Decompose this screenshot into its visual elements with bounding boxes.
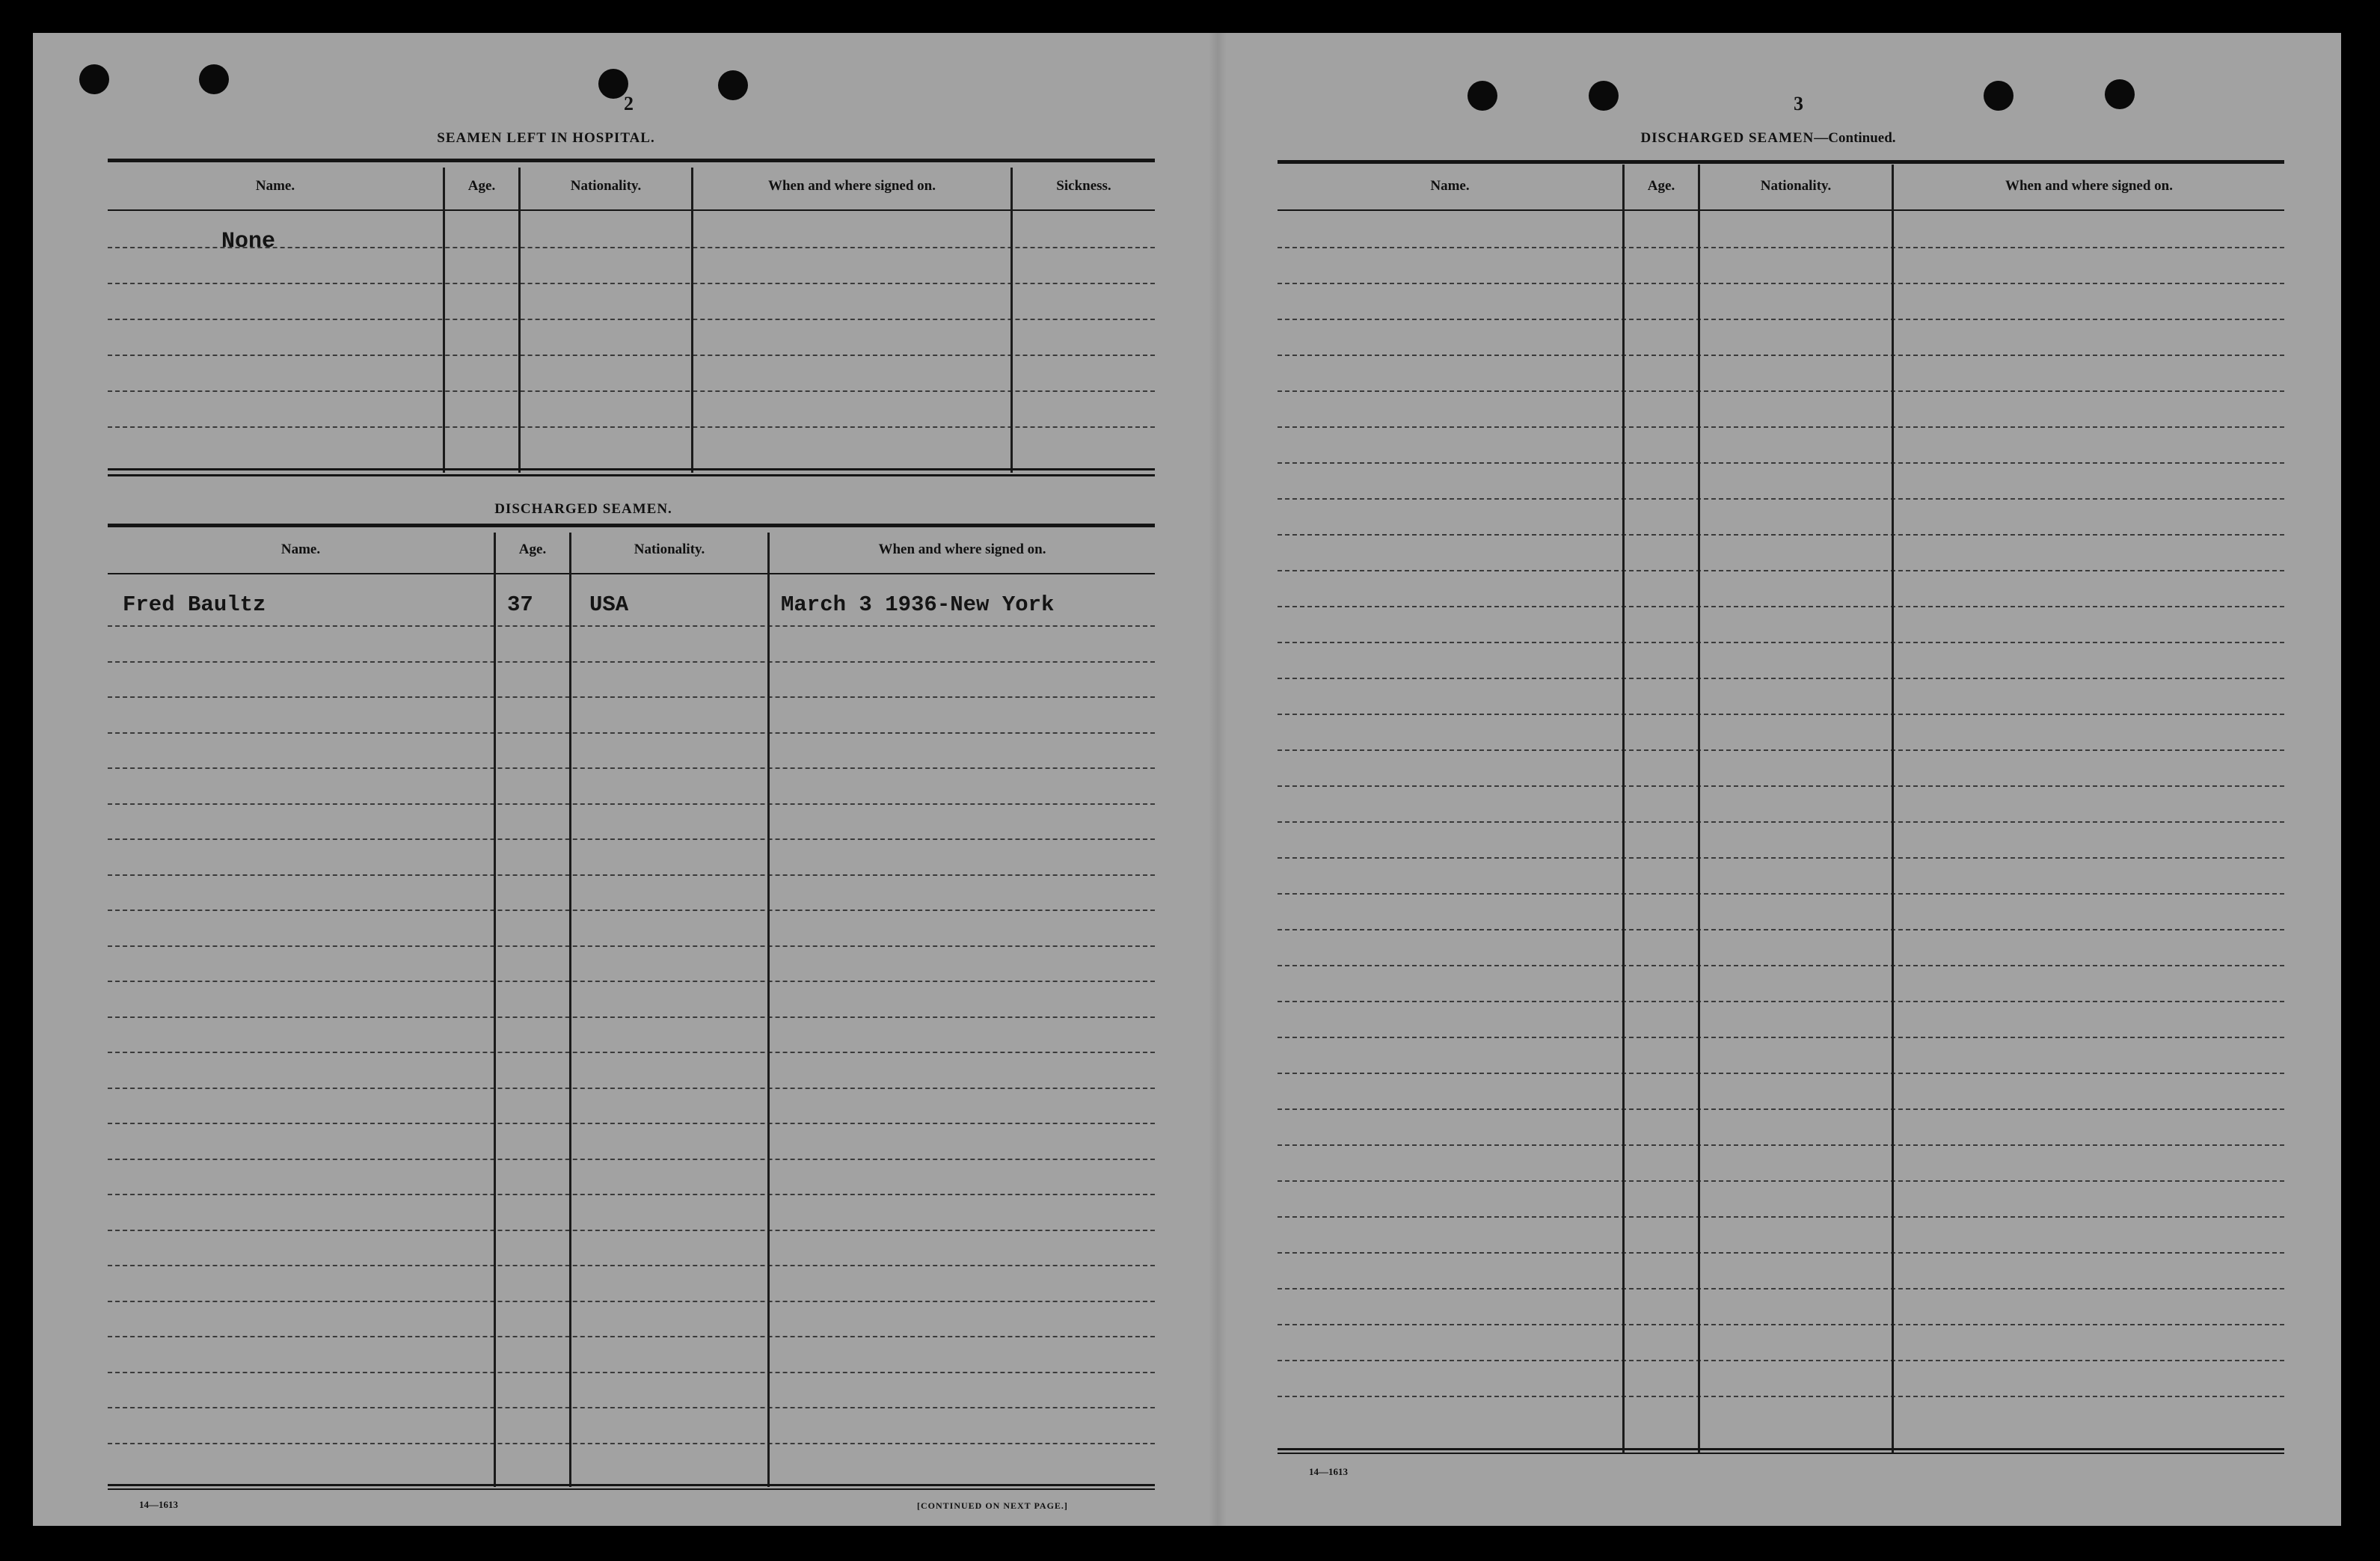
right-row-line (1278, 355, 2284, 356)
right-row-line (1278, 678, 2284, 679)
discharged-row-line (108, 838, 1155, 840)
hospital-row-line (108, 426, 1155, 428)
hospital-row-line (108, 283, 1155, 284)
discharged-row-line (108, 874, 1155, 876)
right-row-line (1278, 534, 2284, 536)
hospital-col-divider (443, 168, 445, 473)
discharged-row-line (108, 1336, 1155, 1337)
hospital-top-rule (108, 159, 1155, 162)
right-col-nationality: Nationality. (1760, 178, 1832, 194)
punch-hole (1984, 81, 2014, 111)
right-row-line (1278, 642, 2284, 643)
hospital-col-divider (518, 168, 521, 473)
hospital-bottom-rule-2 (108, 474, 1155, 476)
right-col-signed-on: When and where signed on. (2005, 178, 2173, 194)
punch-hole (2105, 79, 2135, 109)
page-number-right: 3 (1794, 93, 1803, 114)
discharged-row-line (108, 1230, 1155, 1231)
right-header-rule (1278, 209, 2284, 211)
document-sheet (33, 33, 2341, 1526)
hospital-entry-none: None (221, 229, 276, 254)
discharged-top-rule (108, 524, 1155, 527)
right-row-line (1278, 319, 2284, 320)
right-row-line (1278, 1144, 2284, 1146)
discharged-col-nationality: Nationality. (634, 542, 705, 557)
discharged-row-line (108, 1088, 1155, 1089)
discharged-row-line (108, 910, 1155, 911)
discharged-col-divider (767, 533, 770, 1487)
right-row-line (1278, 606, 2284, 607)
right-bottom-rule-2 (1278, 1453, 2284, 1454)
discharged-row-line (108, 945, 1155, 947)
right-row-line (1278, 498, 2284, 500)
right-row-line (1278, 1396, 2284, 1397)
right-row-line (1278, 929, 2284, 930)
right-row-line (1278, 1360, 2284, 1361)
discharged-col-divider (494, 533, 496, 1487)
right-row-line (1278, 1252, 2284, 1254)
discharged-row-line (108, 1159, 1155, 1160)
discharged-section-title: DISCHARGED SEAMEN. (494, 501, 672, 517)
discharged-row-line (108, 1194, 1155, 1195)
discharged-bottom-rule (108, 1484, 1155, 1486)
right-row-line (1278, 462, 2284, 464)
discharged-col-divider (569, 533, 571, 1487)
discharged-row-line (108, 1052, 1155, 1053)
discharged-row-line (108, 1407, 1155, 1408)
right-row-line (1278, 1108, 2284, 1110)
discharged-row-line (108, 1123, 1155, 1124)
right-top-rule (1278, 160, 2284, 164)
right-row-line (1278, 1288, 2284, 1289)
hospital-col-divider (691, 168, 693, 473)
discharged-row-line (108, 981, 1155, 982)
right-section-title (1581, 130, 1955, 147)
right-col-divider (1892, 165, 1894, 1453)
discharged-row-line (108, 661, 1155, 663)
right-col-divider (1698, 165, 1700, 1453)
hospital-col-signed-on: When and where signed on. (767, 178, 936, 194)
right-row-line (1278, 749, 2284, 751)
hospital-bottom-rule (108, 468, 1155, 470)
punch-hole (199, 64, 229, 94)
right-title-continued: —Continued. (1814, 130, 1896, 146)
hospital-header-rule (108, 209, 1155, 211)
right-row-line (1278, 821, 2284, 823)
discharged-row-nationality: USA (589, 592, 629, 617)
discharged-col-age: Age. (518, 542, 547, 557)
right-row-line (1278, 1180, 2284, 1182)
hospital-section-title: SEAMEN LEFT IN HOSPITAL. (437, 130, 655, 146)
right-row-line (1278, 570, 2284, 571)
hospital-row-line (108, 319, 1155, 320)
right-row-line (1278, 390, 2284, 392)
discharged-row-line (108, 1301, 1155, 1302)
hospital-col-name: Name. (255, 178, 295, 194)
discharged-row-age: 37 (507, 592, 533, 617)
discharged-row-line (108, 1016, 1155, 1018)
punch-hole (79, 64, 109, 94)
right-row-line (1278, 283, 2284, 284)
discharged-col-signed-on: When and where signed on. (878, 542, 1046, 557)
continued-note: [CONTINUED ON NEXT PAGE.] (917, 1500, 1068, 1511)
discharged-row-line (108, 1372, 1155, 1373)
discharged-header-rule (108, 573, 1155, 574)
punch-hole (1467, 81, 1497, 111)
right-col-name: Name. (1430, 178, 1470, 194)
hospital-col-divider (1010, 168, 1013, 473)
discharged-row-name: Fred Baultz (123, 592, 266, 617)
hospital-row-line (108, 390, 1155, 392)
punch-hole (718, 70, 748, 100)
discharged-row-signed-on: March 3 1936-New York (781, 592, 1055, 617)
page-number-left: 2 (624, 93, 634, 114)
hospital-col-age: Age. (467, 178, 496, 194)
discharged-row-line (108, 767, 1155, 769)
discharged-bottom-rule-2 (108, 1488, 1155, 1490)
right-row-line (1278, 426, 2284, 428)
right-row-line (1278, 1001, 2284, 1002)
discharged-row-line (108, 732, 1155, 734)
form-number-right: 14—1613 (1309, 1466, 1348, 1477)
discharged-row-line (108, 803, 1155, 805)
hospital-col-sickness: Sickness. (1056, 178, 1111, 194)
page-fold (1209, 33, 1227, 1526)
discharged-row-line (108, 1443, 1155, 1444)
right-col-divider (1622, 165, 1625, 1453)
right-row-line (1278, 1073, 2284, 1074)
form-number-left: 14—1613 (139, 1499, 178, 1510)
right-row-line (1278, 1216, 2284, 1218)
right-bottom-rule (1278, 1448, 2284, 1450)
discharged-row-line (108, 696, 1155, 698)
right-row-line (1278, 714, 2284, 715)
hospital-row-line (108, 355, 1155, 356)
right-row-line (1278, 965, 2284, 966)
right-row-line (1278, 893, 2284, 895)
right-row-line (1278, 247, 2284, 248)
right-row-line (1278, 1037, 2284, 1038)
punch-hole (1589, 81, 1619, 111)
right-title-main: DISCHARGED SEAMEN (1640, 130, 1815, 146)
right-row-line (1278, 1324, 2284, 1325)
discharged-row-line (108, 625, 1155, 627)
right-row-line (1278, 785, 2284, 787)
right-col-age: Age. (1647, 178, 1675, 194)
right-row-line (1278, 857, 2284, 859)
discharged-col-name: Name. (280, 542, 321, 557)
discharged-row-line (108, 1265, 1155, 1266)
hospital-col-nationality: Nationality. (570, 178, 642, 194)
